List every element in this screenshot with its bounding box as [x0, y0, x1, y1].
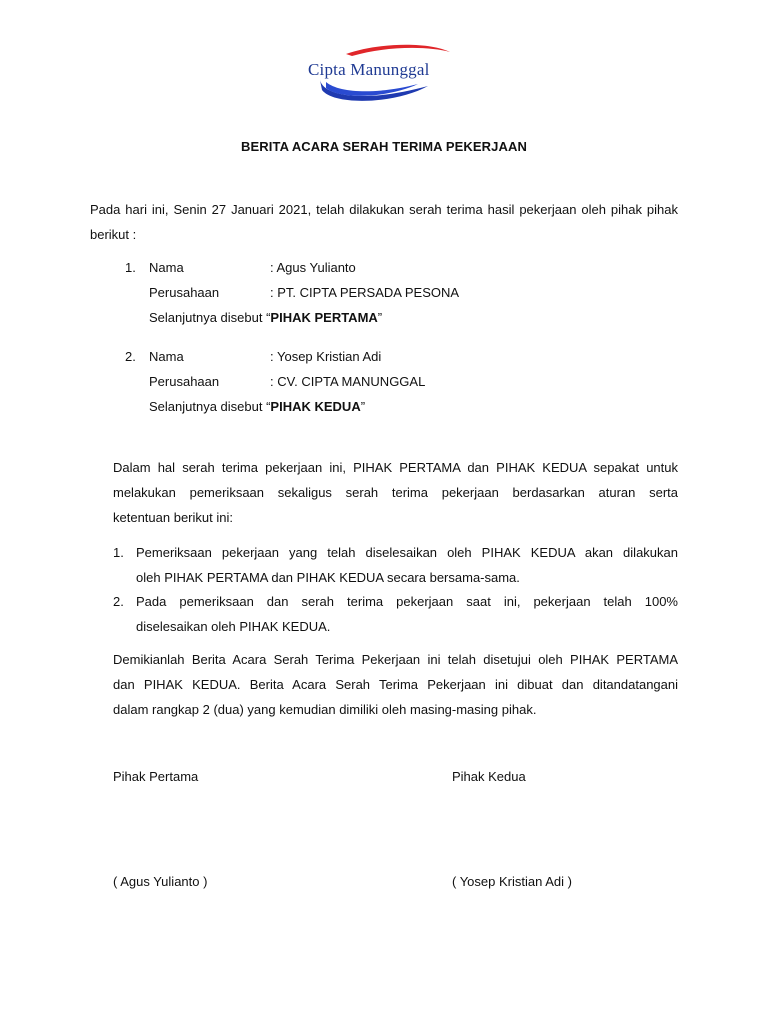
- agreement-paragraph: [113, 455, 678, 530]
- company-label: Perusahaan: [149, 285, 220, 300]
- party-alias: Selanjutnya disebut “PIHAK PERTAMA”: [149, 310, 383, 325]
- company-label: Perusahaan: [149, 374, 220, 389]
- agreement-line: ketentuan berikut ini:: [113, 510, 233, 525]
- first-party-label: Pihak Pertama: [113, 769, 199, 784]
- intro-paragraph: Pada hari ini, Senin 27 Januari 2021, telah dilakukan serah terima hasil pekerjaan oleh pihak pihak berikut :: [90, 202, 678, 242]
- second-party-label: Pihak Kedua: [452, 769, 526, 784]
- term-number: 2.: [113, 594, 124, 609]
- term-number: 1.: [113, 545, 124, 560]
- name-value: : Yosep Kristian Adi: [270, 349, 382, 364]
- name-label: Nama: [149, 349, 184, 364]
- document-title: BERITA ACARA SERAH TERIMA PEKERJAAN: [241, 139, 527, 154]
- closing-paragraph: Demikianlah Berita Acara Serah Terima Pekerjaan ini telah disetujui oleh PIHAK PERTAMA dan PIHAK KEDUA. Berita Acara Serah Terima Pekerjaan ini dibuat dan ditandatangani dalam rangkap 2 (dua) yang kemudian dimiliki oleh masing-masing pihak.: [113, 652, 678, 717]
- name-label: Nama: [149, 260, 184, 275]
- party-alias: Selanjutnya disebut “PIHAK KEDUA”: [149, 399, 366, 414]
- first-party-signature-name: ( Agus Yulianto ): [113, 874, 208, 889]
- party-number: 2.: [125, 349, 136, 364]
- agreement-line: Dalam hal serah terima pekerjaan ini, PIHAK PERTAMA dan PIHAK KEDUA sepakat untuk: [113, 460, 678, 475]
- company-logo: [300, 40, 468, 106]
- party-alias-name: PIHAK PERTAMA: [270, 310, 378, 325]
- second-party-signature-name: ( Yosep Kristian Adi ): [452, 874, 572, 889]
- company-value: : CV. CIPTA MANUNGGAL: [270, 374, 426, 389]
- logo-text: Cipta Manunggal: [308, 60, 430, 79]
- name-value: : Agus Yulianto: [270, 260, 356, 275]
- party-number: 1.: [125, 260, 136, 275]
- term-text: Pada pemeriksaan dan serah terima pekerjaan saat ini, pekerjaan telah 100% diselesaikan oleh PIHAK KEDUA.: [136, 594, 678, 634]
- term-text: Pemeriksaan pekerjaan yang telah diselesaikan oleh PIHAK KEDUA akan dilakukan oleh PIHAK PERTAMA dan PIHAK KEDUA secara bersama-sama.: [136, 545, 678, 585]
- agreement-line: melakukan pemeriksaan sekaligus serah terima pekerjaan berdasarkan aturan serta: [113, 485, 678, 500]
- party-alias-name: PIHAK KEDUA: [270, 399, 361, 414]
- company-value: : PT. CIPTA PERSADA PESONA: [270, 285, 460, 300]
